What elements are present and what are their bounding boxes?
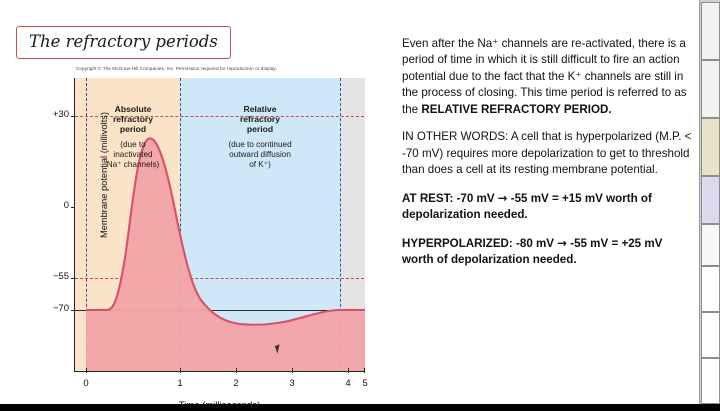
- zone-label-relative: Relative refractory period (due to continued outward diffusion of K⁺): [228, 104, 292, 169]
- xtick-label-2: 2: [233, 378, 239, 389]
- copyright-notice: Copyright © The McGraw-Hill Companies, Inc. Permission required for reproduction or display.: [76, 66, 277, 71]
- note-paragraph-3: AT REST: -70 mV → -55 mV = +15 mV worth of depolarization needed.: [402, 190, 652, 222]
- thumbnail-2[interactable]: [701, 60, 720, 118]
- figure-refractory-periods: [8, 62, 388, 411]
- thumbnail-6[interactable]: [701, 266, 720, 312]
- ytick-zero: [71, 207, 75, 208]
- xtick-0: [86, 368, 87, 373]
- notes-column: [402, 36, 694, 279]
- xtick-5: [364, 368, 365, 373]
- ytick-minus55: [71, 278, 75, 279]
- ytick-label-zero: 0: [63, 200, 69, 211]
- xtick-label-1: 1: [177, 378, 183, 389]
- slide-thumbnail-scrollbar[interactable]: [699, 0, 720, 404]
- ytick-plus30: [71, 116, 75, 117]
- thumbnail-4[interactable]: [701, 176, 720, 224]
- x-axis-label: Time (milliseconds): [178, 400, 261, 411]
- y-axis-label: Membrane potential (millivolts): [99, 111, 109, 239]
- page-title: The refractory periods: [16, 26, 231, 59]
- note-paragraph-4: HYPERPOLARIZED: -80 mV → -55 mV = +25 mV worth of depolarization needed.: [402, 235, 663, 266]
- x-axis: [75, 371, 364, 372]
- ytick-label-plus30: +30: [52, 109, 69, 120]
- zone-label-absolute: Absolute refractory period (due to inactivated Na⁺ channels): [106, 104, 160, 169]
- xtick-4: [348, 368, 349, 373]
- thumbnail-3[interactable]: [701, 118, 720, 176]
- xtick-label-4: 4: [345, 378, 351, 389]
- thumbnail-7[interactable]: [701, 312, 720, 358]
- xtick-label-5: 5: [362, 378, 368, 389]
- xtick-label-3: 3: [289, 378, 295, 389]
- xtick-label-0: 0: [83, 378, 89, 389]
- xtick-1: [180, 368, 181, 373]
- note-paragraph-2: IN OTHER WORDS: A cell that is hyperpolarized (M.P. < -70 mV) requires more depolarization to get to threshold than does a cell at its resting membrane potential.: [402, 130, 692, 177]
- ytick-label-minus55: −55: [52, 271, 69, 282]
- thumbnail-8[interactable]: [701, 358, 720, 404]
- xtick-3: [292, 368, 293, 373]
- thumbnail-5[interactable]: [701, 224, 720, 266]
- thumbnail-1[interactable]: [701, 2, 720, 60]
- ytick-minus70: [71, 310, 75, 311]
- note-paragraph-1: Even after the Na⁺ channels are re-activated, there is a period of time in which it is still difficult to fire an action potential due to the fact that the K⁺ channels are still in the process of closing. This time period is referred to as the RELATIVE REFRACTORY PERIOD.: [402, 37, 687, 116]
- xtick-2: [236, 368, 237, 373]
- ytick-label-minus70: −70: [52, 303, 69, 314]
- plot-area: [52, 78, 368, 411]
